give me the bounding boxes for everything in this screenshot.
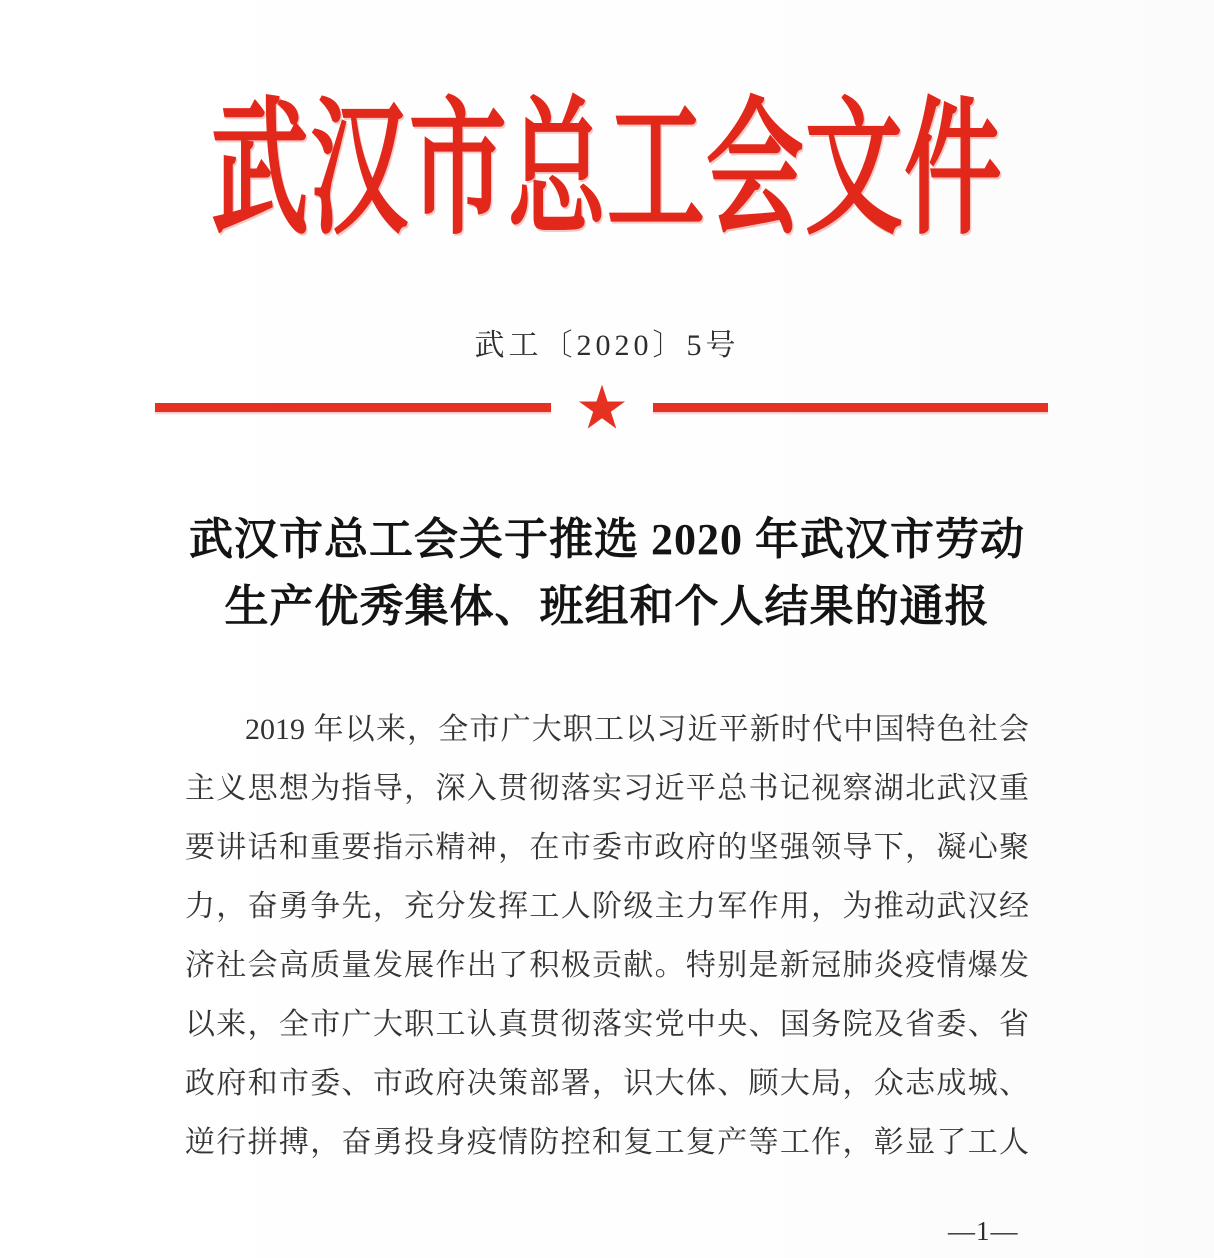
document-title-line-2: 生产优秀集体、班组和个人结果的通报 — [224, 582, 990, 631]
body-paragraph — [185, 700, 1029, 1172]
document-title — [185, 506, 1029, 640]
divider-line-right — [653, 403, 1049, 412]
body-line: 政府和市委、市政府决策部署，识大体、顾大局，众志成城、 — [185, 1067, 1029, 1100]
body-line: 以来，全市广大职工认真贯彻落实党中央、国务院及省委、省 — [185, 1008, 1029, 1041]
page-number: —1— — [948, 1216, 1019, 1246]
document-masthead — [185, 89, 1029, 253]
divider-line-left — [155, 403, 551, 412]
masthead-divider — [155, 382, 1048, 432]
body-line: 逆行拼搏，奋勇投身疫情防控和复工复产等工作，彰显了工人 — [185, 1126, 1029, 1159]
body-line: 济社会高质量发展作出了积极贡献。特别是新冠肺炎疫情爆发 — [185, 949, 1029, 982]
document-number: 武工〔2020〕5号 — [474, 329, 740, 362]
body-line: 力，奋勇争先，充分发挥工人阶级主力军作用，为推动武汉经 — [185, 890, 1029, 923]
body-line: 要讲话和重要指示精神，在市委市政府的坚强领导下，凝心聚 — [185, 831, 1029, 864]
masthead-title: 武汉市总工会文件 — [210, 89, 1003, 253]
body-line: 主义思想为指导，深入贯彻落实习近平总书记视察湖北武汉重 — [185, 772, 1029, 805]
document-title-line-1: 武汉市总工会关于推选 2020 年武汉市劳动 — [189, 515, 1025, 564]
star-icon — [578, 384, 626, 430]
body-line: 2019 年以来，全市广大职工以习近平新时代中国特色社会 — [245, 713, 1029, 746]
